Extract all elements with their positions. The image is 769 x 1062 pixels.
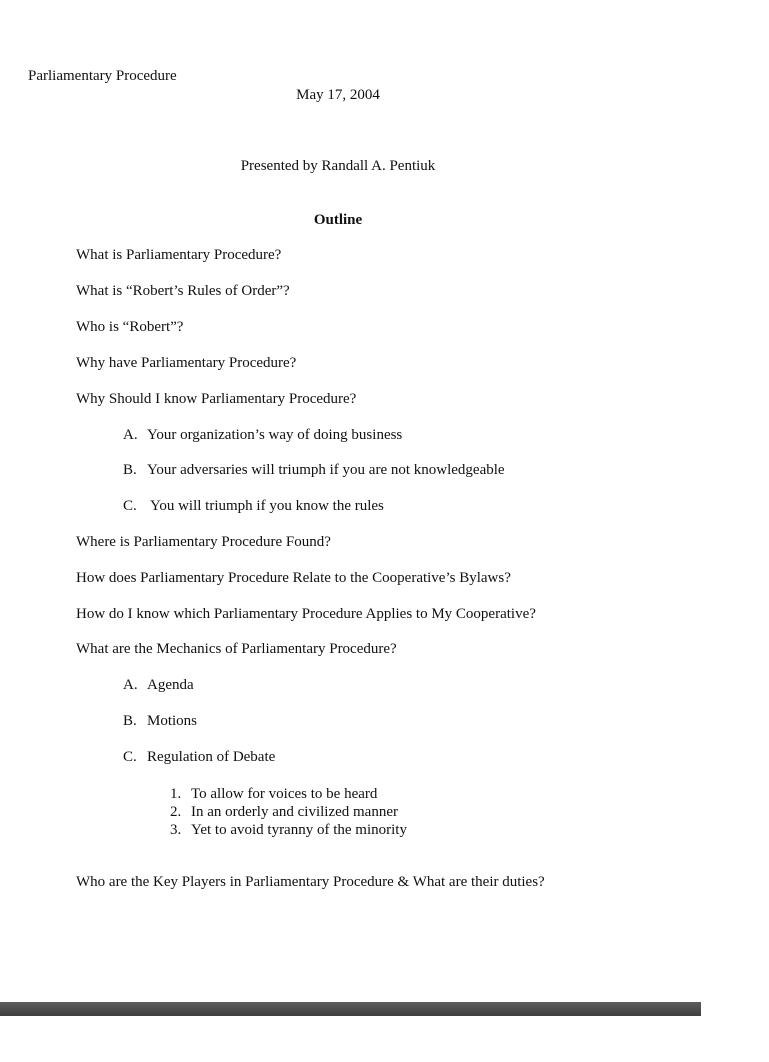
point-text: To allow for voices to be heard [191,786,378,802]
subitem-letter: B. [123,462,137,478]
numbered-point [170,821,407,839]
outline-subitem [123,713,197,730]
outline-subitem [123,427,402,444]
point-number: 1. [170,786,182,802]
subitem-text: Your adversaries will triumph if you are not knowledgeable [147,462,505,478]
subitem-letter: A. [123,427,138,443]
subitem-letter: C. [123,498,137,514]
numbered-point [170,785,377,803]
outline-question: Why have Parliamentary Procedure? [76,355,297,371]
document-date: May 17, 2004 [296,87,380,103]
subitem-letter: A. [123,677,138,693]
outline-subitem [123,677,194,694]
presenter-line: Presented by Randall A. Pentiuk [240,158,436,174]
outline-question: Where is Parliamentary Procedure Found? [76,534,331,550]
outline-question: Why Should I know Parliamentary Procedure? [76,391,357,407]
outline-question: Who is “Robert”? [76,319,184,335]
outline-question: What is “Robert’s Rules of Order”? [76,283,290,299]
subitem-letter: C. [123,749,137,765]
subitem-text: Agenda [147,677,194,693]
subitem-text: Regulation of Debate [147,749,276,765]
page-bottom-bar [0,1002,701,1016]
subitem-text: Your organization’s way of doing business [147,427,403,443]
outline-heading: Outline [313,212,363,228]
outline-question: Who are the Key Players in Parliamentary Procedure & What are their duties? [76,874,545,890]
outline-subitem [123,498,384,515]
subitem-letter: B. [123,713,137,729]
outline-question: How does Parliamentary Procedure Relate to the Cooperative’s Bylaws? [76,570,511,586]
point-number: 2. [170,804,182,820]
numbered-point [170,803,398,821]
outline-subitem [123,462,505,479]
outline-question: What are the Mechanics of Parliamentary Procedure? [76,641,397,657]
outline-question: How do I know which Parliamentary Procedure Applies to My Cooperative? [76,606,536,622]
point-text: Yet to avoid tyranny of the minority [191,822,407,838]
subitem-text: You will triumph if you know the rules [150,498,384,514]
outline-question: What is Parliamentary Procedure? [76,247,282,263]
point-text: In an orderly and civilized manner [191,804,398,820]
point-number: 3. [170,822,182,838]
running-title: Parliamentary Procedure [28,68,177,84]
outline-subitem [123,749,275,766]
subitem-text: Motions [147,713,198,729]
